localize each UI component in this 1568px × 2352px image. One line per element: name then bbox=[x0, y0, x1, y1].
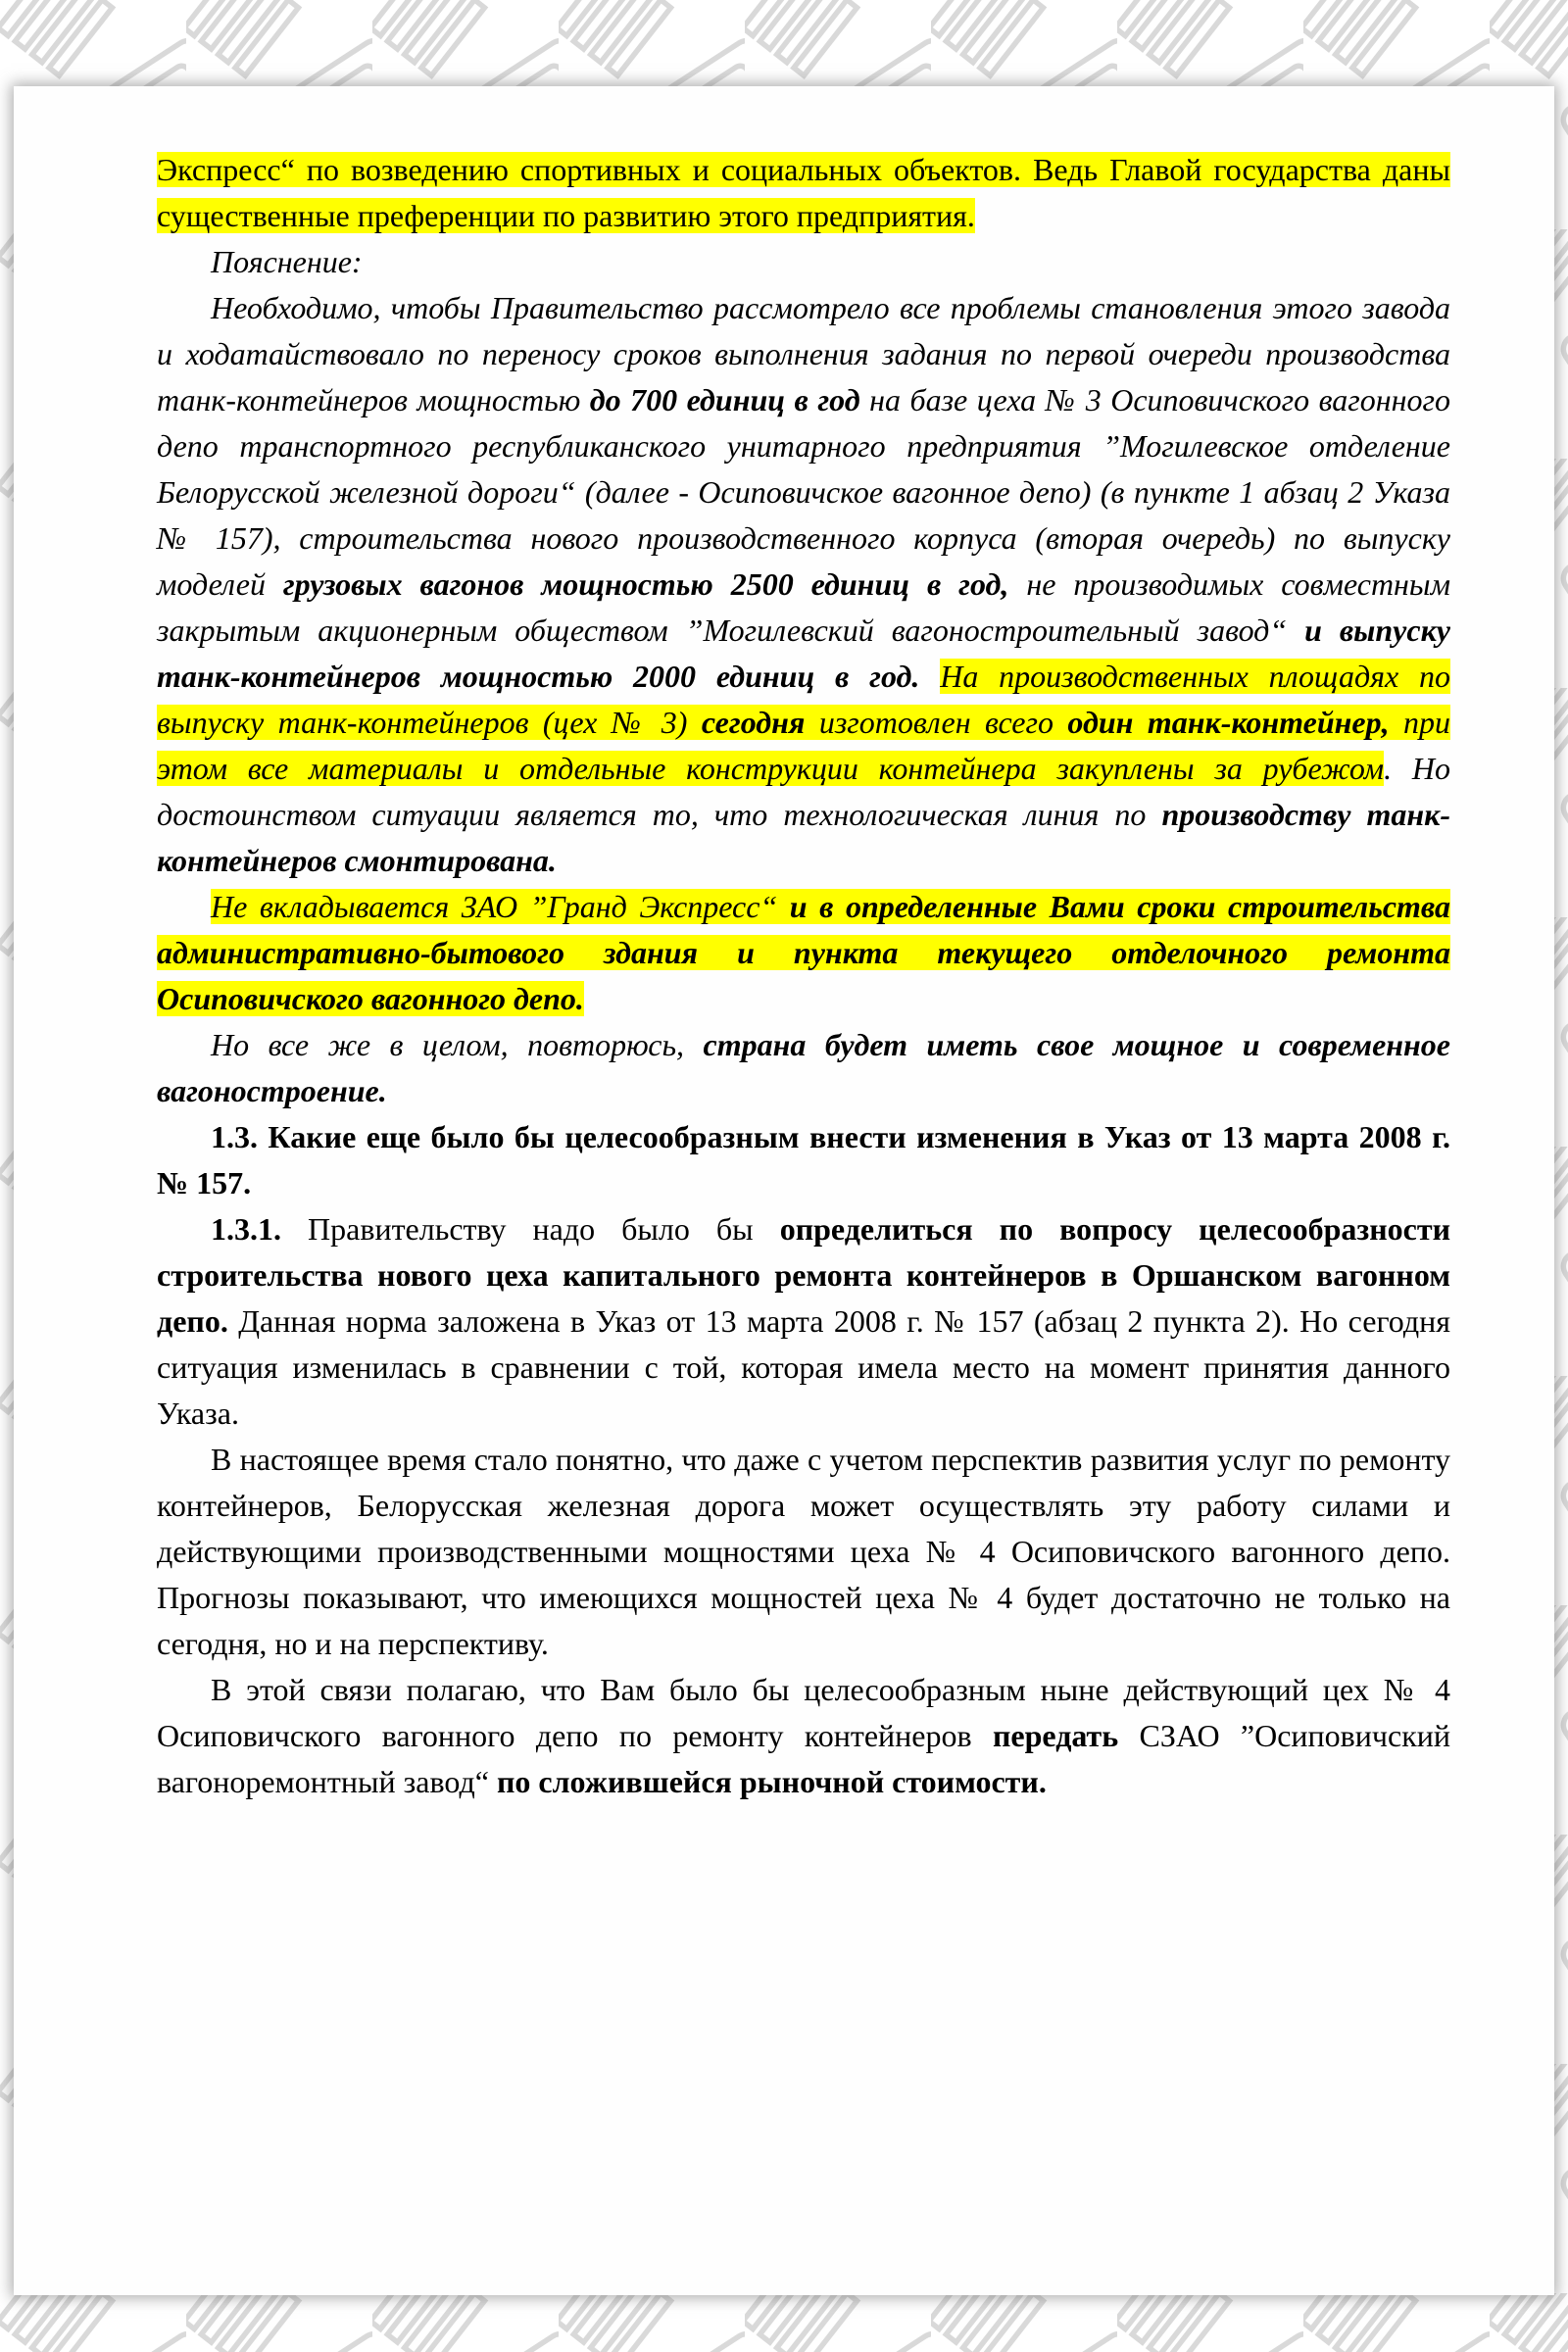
text-run: производству танк-контейнеров смонтирована. bbox=[157, 797, 1451, 878]
text-run: Пояснение: bbox=[211, 244, 363, 279]
document-body bbox=[157, 147, 1450, 1805]
highlighted-text-run: Экспресс“ по возведению спортивных и социальных объектов. Ведь Главой государства даны существенные преференции по развитию этого предприятия. bbox=[157, 152, 1450, 233]
highlighted-text-run: Не вкладывается ЗАО ”Гранд Экспресс“ bbox=[211, 889, 790, 924]
text-run: Данная норма заложена в Указ от 13 марта 2008 г. № 157 (абзац 2 пункта 2). Но сегодня ситуация изменилась в сравнении с той, которая имела место на момент принятия данного Указа. bbox=[157, 1303, 1450, 1431]
text-run: . Но достоинством ситуации является то, что технологическая линия по bbox=[157, 751, 1451, 832]
text-run: не производимых совместным закрытым акционерным обществом ”Могилевский вагоностроительный завод“ bbox=[157, 566, 1451, 648]
text-run: страна будет иметь свое мощное и современное вагоностроение. bbox=[157, 1027, 1451, 1108]
highlighted-text-run: один танк-контейнер, bbox=[1067, 705, 1390, 740]
paragraph bbox=[157, 1667, 1450, 1805]
paragraph bbox=[157, 1437, 1450, 1667]
text-run: до 700 единиц в год bbox=[589, 382, 860, 417]
paragraph bbox=[157, 285, 1450, 884]
text-run: передать bbox=[992, 1718, 1119, 1753]
paragraph bbox=[157, 1206, 1450, 1437]
paragraph bbox=[157, 239, 1450, 285]
text-run: Необходимо, чтобы Правительство рассмотрело все проблемы становления этого завода и ходатайствовало по переносу сроков выполнения задания по первой очереди производства танк-контейнеров мощностью bbox=[157, 290, 1450, 417]
highlighted-text-run: и в определенные Вами сроки строительства административно-бытового здания и пункта текущего отделочного ремонта Осиповичского вагонного депо. bbox=[157, 889, 1450, 1016]
paragraph bbox=[157, 1114, 1450, 1206]
highlighted-text-run: изготовлен всего bbox=[805, 705, 1068, 740]
highlighted-text-run: сегодня bbox=[701, 705, 806, 740]
text-run bbox=[919, 659, 940, 694]
text-run: грузовых вагонов мощностью 2500 единиц в год, bbox=[282, 566, 1009, 602]
text-run: СЗАО ”Осиповичский вагоноремонтный завод“ bbox=[157, 1718, 1450, 1799]
highlighted-text-run: На производственных площадях по выпуску танк-контейнеров (цех № 3) bbox=[157, 659, 1451, 740]
text-run: В этой связи полагаю, что Вам было бы целесообразным ныне действующий цех № 4 Осиповичского вагонного депо по ремонту контейнеров bbox=[157, 1672, 1450, 1753]
text-run: Правительству надо было бы bbox=[308, 1211, 780, 1247]
document-page bbox=[14, 86, 1554, 2295]
text-run: 1.3.1. bbox=[211, 1211, 309, 1247]
paragraph bbox=[157, 147, 1450, 239]
text-run: Но все же в целом, повторюсь, bbox=[211, 1027, 704, 1062]
highlighted-text-run: при этом все материалы и отдельные конструкции контейнера закуплены за рубежом bbox=[157, 705, 1451, 786]
text-run: 1.3. Какие еще было бы целесообразным внести изменения в Указ от 13 марта 2008 г. № 157. bbox=[157, 1119, 1450, 1200]
paragraph bbox=[157, 884, 1450, 1022]
text-run: определиться по вопросу целесообразности строительства нового цеха капитального ремонта контейнеров в Оршанском вагонном депо. bbox=[157, 1211, 1451, 1339]
paragraph bbox=[157, 1022, 1450, 1114]
text-run: В настоящее время стало понятно, что даже с учетом перспектив развития услуг по ремонту контейнеров, Белорусская железная дорога может осуществлять эту работу силами и действующими производственными мощностями цеха № 4 Осиповичского вагонного депо. Прогнозы показывают, что имеющихся мощностей цеха № 4 будет достаточно не только на сегодня, но и на перспективу. bbox=[157, 1442, 1450, 1661]
text-run: по сложившейся рыночной стоимости. bbox=[496, 1764, 1047, 1799]
text-run: на базе цеха № 3 Осиповичского вагонного депо транспортного республиканского унитарного предприятия ”Могилевское отделение Белорусской железной дороги“ (далее - Осиповичское вагонное депо) (в пункте 1 абзац 2 Указа № 157), строительства нового производственного корпуса (вторая очередь) по выпуску моделей bbox=[157, 382, 1451, 602]
text-run: и выпуску танк-контейнеров мощностью 2000 единиц в год. bbox=[157, 612, 1451, 694]
